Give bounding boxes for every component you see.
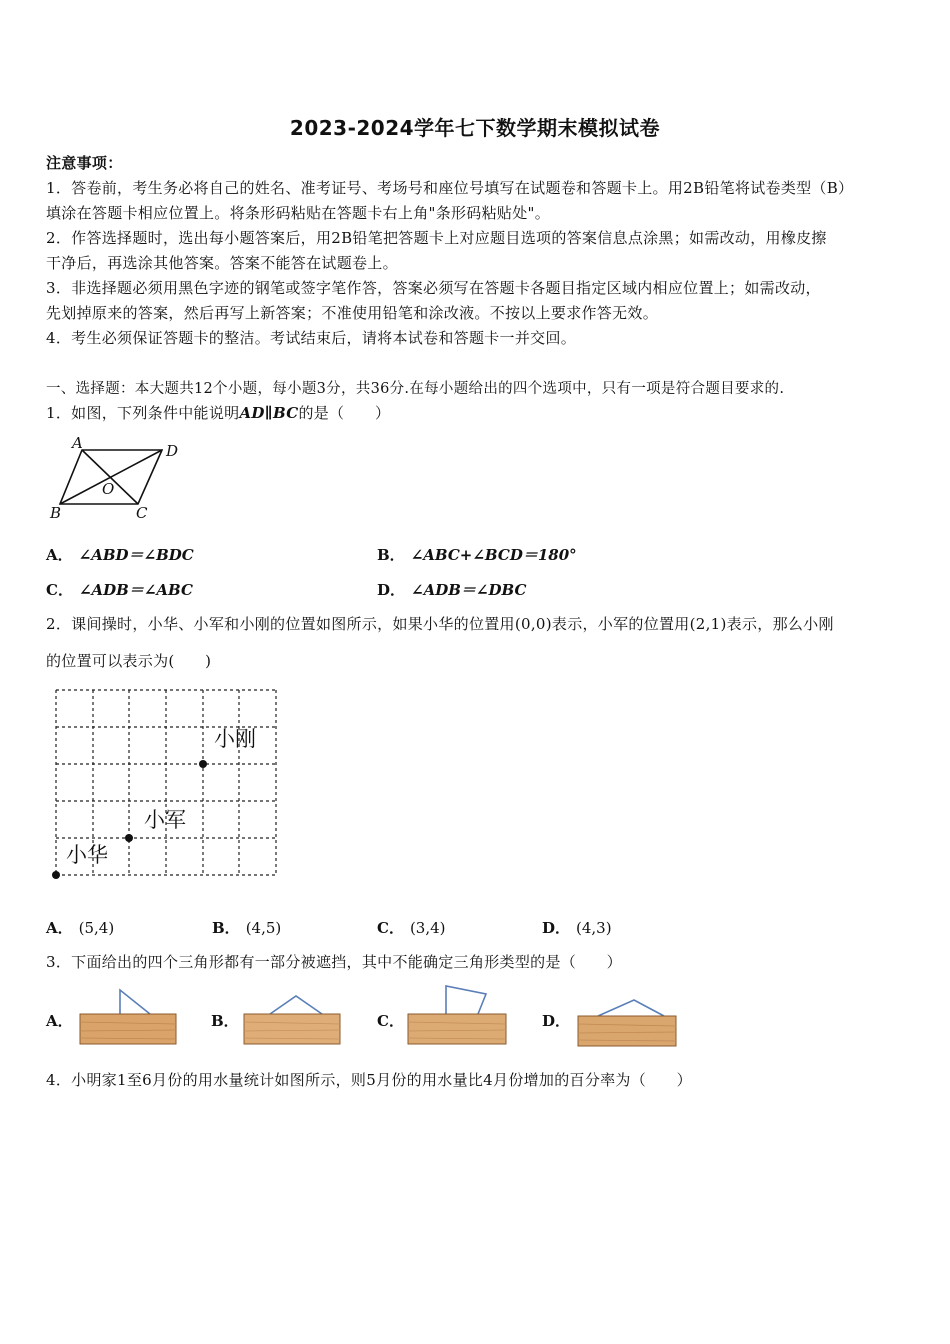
- xiaogang-label: 小刚: [214, 727, 256, 751]
- q3-stem: 3．下面给出的四个三角形都有一部分被遮挡，其中不能确定三角形类型的是（ ）: [46, 953, 622, 971]
- q3-option-c-image: [406, 982, 510, 1048]
- option-text: ∠ADB＝∠ABC: [78, 581, 193, 599]
- xiaojun-label: 小军: [144, 808, 186, 832]
- section-heading: 一、选择题：本大题共12个小题，每小题3分，共36分.在每小题给出的四个选项中，只有一项是符合题目要求的.: [46, 381, 785, 397]
- option-text: (3,4): [409, 919, 446, 937]
- q1-option-c[interactable]: [46, 579, 193, 600]
- option-key: B．: [212, 919, 240, 937]
- option-key: D．: [377, 581, 406, 599]
- q1-option-a[interactable]: [46, 544, 194, 565]
- q1-stem: [46, 402, 390, 423]
- q2-option-a[interactable]: [46, 917, 114, 938]
- vertex-label-b: B: [50, 504, 62, 522]
- option-key: B．: [377, 546, 405, 564]
- wood-block-d: [578, 1016, 676, 1046]
- q2-option-d[interactable]: [542, 917, 612, 938]
- page-title: 2023-2024学年七下数学期末模拟试卷: [289, 116, 661, 140]
- xiaohua-label: 小华: [66, 843, 108, 867]
- option-key: A．: [46, 1012, 73, 1030]
- q1-option-b[interactable]: [377, 544, 577, 565]
- notice-line: 2．作答选择题时，选出每小题答案后，用2B铅笔把答题卡上对应题目选项的答案信息点涂黑；如需改动，用橡皮擦: [46, 229, 827, 247]
- q2-option-c[interactable]: [377, 917, 446, 938]
- option-text: ∠ABC+∠BCD＝180°: [410, 546, 577, 564]
- option-text: (4,5): [245, 919, 282, 937]
- option-text: ∠ADB＝∠DBC: [411, 581, 527, 599]
- q2-option-b[interactable]: [212, 917, 281, 938]
- partial-triangle-d: [598, 1000, 664, 1016]
- option-key: C．: [46, 581, 73, 599]
- xiaojun-point: [125, 834, 133, 842]
- notice-line: 1．答卷前，考生务必将自己的姓名、准考证号、考场号和座位号填写在试题卷和答题卡上。用2B铅笔将试卷类型（B）: [46, 179, 854, 197]
- notice-line: 干净后，再选涂其他答案。答案不能答在试题卷上。: [46, 254, 398, 272]
- q2-grid-figure: [48, 684, 284, 886]
- vertex-label-a: A: [72, 434, 83, 452]
- q1-stem-math: AD∥BC: [239, 404, 299, 422]
- notice-line: 填涂在答题卡相应位置上。将条形码粘贴在答题卡右上角"条形码粘贴处"。: [46, 204, 551, 222]
- q3-option-a-image: [78, 984, 180, 1048]
- xiaogang-point: [199, 760, 207, 768]
- wood-block-a: [80, 1014, 176, 1044]
- q3-option-d-image: [576, 994, 680, 1050]
- q3-option-c[interactable]: [377, 1010, 410, 1031]
- notice-line: 4．考生必须保证答题卡的整洁。考试结束后，请将本试卷和答题卡一并交回。: [46, 329, 577, 347]
- vertex-label-d: D: [166, 442, 179, 460]
- xiaohua-point: [52, 871, 60, 879]
- option-key: B．: [211, 1012, 239, 1030]
- q1-stem-prefix: 1．如图，下列条件中能说明: [46, 404, 240, 422]
- option-key: A．: [46, 546, 73, 564]
- partial-triangle-a: [120, 990, 150, 1014]
- notice-line: 3．非选择题必须用黑色字迹的钢笔或签字笔作答，答案必须写在答题卡各题目指定区域内相应位置上；如需改动，: [46, 279, 821, 297]
- q4-stem: 4．小明家1至6月份的用水量统计如图所示，则5月份的用水量比4月份增加的百分率为（ ）: [46, 1071, 692, 1089]
- option-text: (4,3): [576, 919, 612, 937]
- q2-stem-line1: 2．课间操时，小华、小军和小刚的位置如图所示，如果小华的位置用(0,0)表示，小军的位置用(2,1)表示，那么小刚: [46, 615, 834, 633]
- center-label-o: O: [102, 480, 115, 498]
- notice-line: 先划掉原来的答案，然后再写上新答案；不准使用铅笔和涂改液。不按以上要求作答无效。: [46, 304, 659, 322]
- option-key: A．: [46, 919, 73, 937]
- vertex-label-c: C: [136, 504, 148, 522]
- q3-option-b-image: [242, 988, 344, 1048]
- option-key: D．: [542, 919, 571, 937]
- q1-stem-suffix: 的是（ ）: [298, 404, 391, 422]
- q3-option-d[interactable]: [542, 1010, 576, 1031]
- q1-parallelogram-figure: [44, 434, 194, 526]
- notice-heading: 注意事项：: [46, 154, 123, 172]
- wood-block-c: [408, 1014, 506, 1044]
- option-key: C．: [377, 919, 404, 937]
- option-key: C．: [377, 1012, 404, 1030]
- q3-option-b[interactable]: [211, 1010, 245, 1031]
- wood-block-b: [244, 1014, 340, 1044]
- option-key: D．: [542, 1012, 571, 1030]
- option-text: ∠ABD＝∠BDC: [78, 546, 194, 564]
- q2-stem-line2: 的位置可以表示为( ): [46, 652, 212, 670]
- q1-option-d[interactable]: [377, 579, 526, 600]
- partial-triangle-b: [270, 996, 322, 1014]
- partial-triangle-c: [446, 986, 486, 1014]
- q3-option-a[interactable]: [46, 1010, 79, 1031]
- option-text: (5,4): [78, 919, 115, 937]
